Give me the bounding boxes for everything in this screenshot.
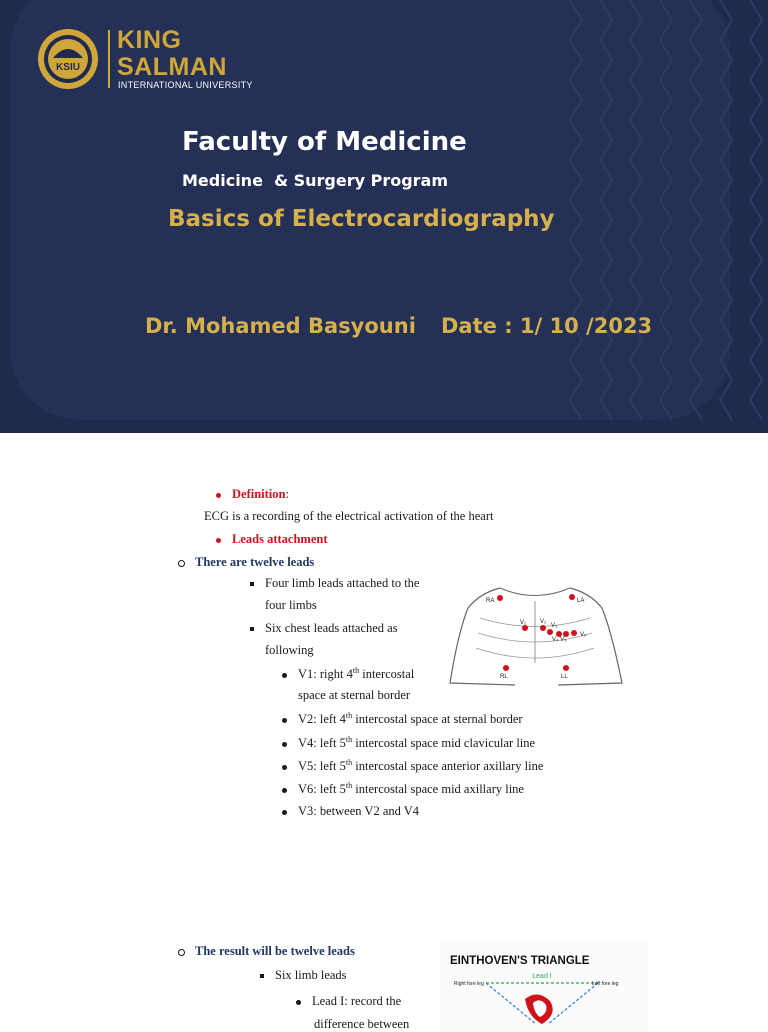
einthoven-triangle-diagram <box>450 969 630 1024</box>
lead-v5-item: V5: left 5th intercostal space anterior axillary line <box>282 758 543 774</box>
lecture-date: Date : 1/ 10 /2023 <box>441 314 653 338</box>
lead-v3-item: V3: between V2 and V4 <box>282 804 419 819</box>
einthoven-title: EINTHOVEN'S TRIANGLE <box>450 955 590 967</box>
svg-text:V₆: V₆ <box>580 632 587 638</box>
square-bullet-icon <box>250 627 254 631</box>
svg-text:Left fore leg: Left fore leg <box>592 981 619 987</box>
definition-text: ECG is a recording of the electrical activation of the heart <box>204 509 494 523</box>
circle-bullet-icon <box>178 560 185 567</box>
bullet-icon <box>216 493 221 498</box>
limb-leads-item-cont: four limbs <box>265 598 317 612</box>
svg-text:LL: LL <box>561 674 568 680</box>
brand-subtitle: INTERNATIONAL UNIVERSITY <box>118 80 253 90</box>
bullet-icon <box>216 538 221 543</box>
svg-text:V₃: V₃ <box>551 623 558 629</box>
circle-bullet-icon <box>178 949 185 956</box>
twelve-leads-heading: There are twelve leads <box>178 555 314 570</box>
lead-i-item-cont: difference between <box>314 1017 410 1031</box>
bullet-icon <box>282 673 287 678</box>
chest-leads-item: Six chest leads attached as <box>250 621 398 636</box>
svg-text:Lead I: Lead I <box>532 973 552 980</box>
lead-v6-item: V6: left 5th intercostal space mid axillary line <box>282 781 524 797</box>
decorative-pattern <box>560 0 768 433</box>
lead-i-item: Lead I: record the <box>296 994 401 1009</box>
notes-page <box>0 433 768 1031</box>
lead-v4-item: V4: left 5th intercostal space mid clavicular line <box>282 735 535 751</box>
svg-text:V₁: V₁ <box>520 620 527 626</box>
svg-text:Right fore leg: Right fore leg <box>454 981 484 987</box>
bullet-icon <box>282 718 287 723</box>
faculty-title: Faculty of Medicine <box>182 127 467 157</box>
result-heading: The result will be twelve leads <box>178 944 355 959</box>
bullet-icon <box>296 1000 301 1005</box>
course-title: Basics of Electrocardiography <box>168 206 555 232</box>
leads-heading: Leads attachment <box>216 532 327 547</box>
lead-v1-item: V1: right 4th intercostal <box>282 666 414 682</box>
svg-text:V₂: V₂ <box>540 619 547 625</box>
brand-name-line2: SALMAN <box>117 53 227 81</box>
lead-v2-item: V2: left 4th intercostal space at sternal border <box>282 711 523 727</box>
square-bullet-icon <box>260 974 264 978</box>
university-logo <box>37 28 99 90</box>
brand-separator <box>108 30 110 88</box>
svg-text:V₄ V₅: V₄ V₅ <box>552 637 567 643</box>
definition-heading: Definition: <box>216 487 289 502</box>
limb-leads-item: Four limb leads attached to the <box>250 576 419 591</box>
square-bullet-icon <box>250 582 254 586</box>
svg-text:LA: LA <box>577 598 585 604</box>
svg-text:RL: RL <box>500 674 508 680</box>
chest-leads-diagram <box>440 573 630 703</box>
cover-slide <box>0 0 768 433</box>
program-name: Medicine & Surgery Program <box>182 171 449 190</box>
bullet-icon <box>282 742 287 747</box>
bullet-icon <box>282 810 287 815</box>
svg-text:RA: RA <box>486 598 495 604</box>
lead-v1-item-cont: space at sternal border <box>298 688 411 702</box>
bullet-icon <box>282 788 287 793</box>
chest-leads-item-cont: following <box>265 643 314 657</box>
svg-text:KSIU: KSIU <box>56 62 80 73</box>
lecturer-name: Dr. Mohamed Basyouni <box>145 314 416 338</box>
brand-name-line1: KING <box>117 26 182 54</box>
bullet-icon <box>282 765 287 770</box>
six-limb-leads-item: Six limb leads <box>260 968 347 983</box>
